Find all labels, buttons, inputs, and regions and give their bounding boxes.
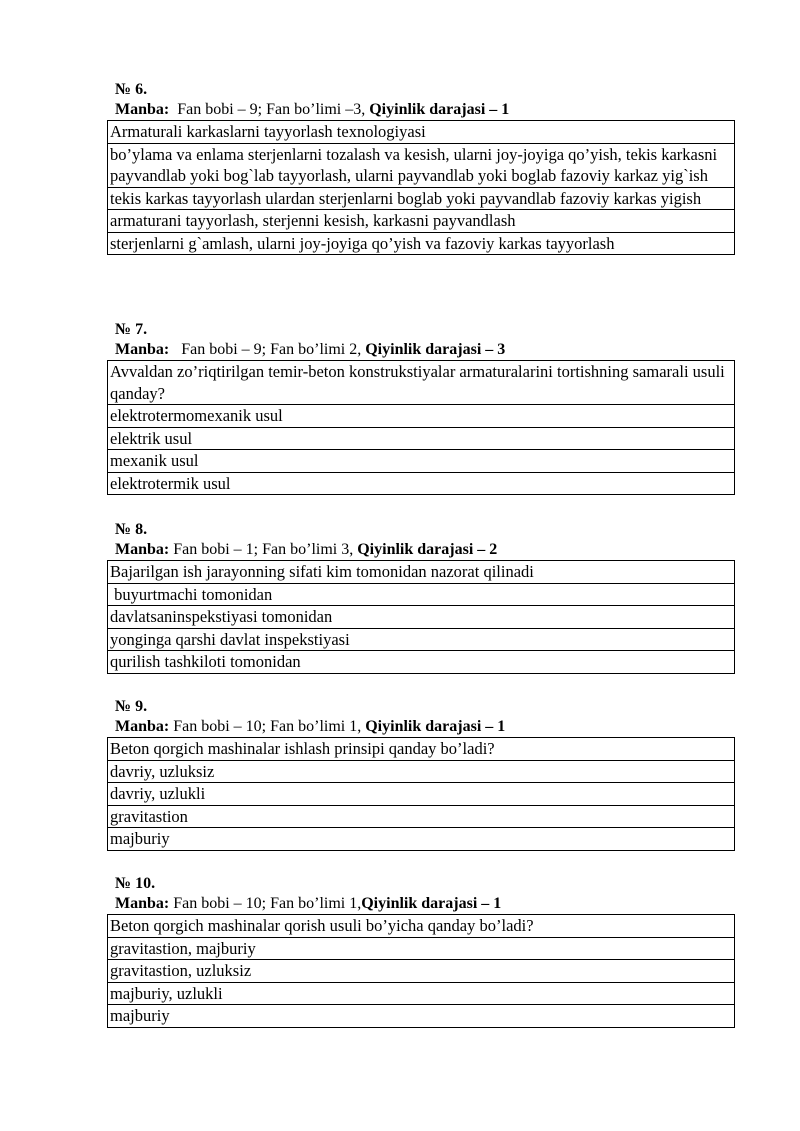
source-label: Manba: <box>115 101 170 118</box>
answer-row <box>108 143 735 187</box>
question-row <box>108 121 735 144</box>
answer-table <box>107 120 735 255</box>
question-source <box>115 894 735 914</box>
difficulty-level: Qiyinlik darajasi – 1 <box>365 718 506 735</box>
answer-row <box>108 937 735 960</box>
answer-row <box>108 628 735 651</box>
question-row <box>108 738 735 761</box>
answer-row <box>108 783 735 806</box>
answer-option: gravitastion, majburiy <box>108 937 735 960</box>
source-text: Fan bobi – 10; Fan bo’limi 1, <box>169 895 362 912</box>
answer-option: davlatsaninspekstiyasi tomonidan <box>108 606 735 629</box>
answer-table <box>107 914 735 1028</box>
question-block <box>107 874 735 1028</box>
question-row <box>108 915 735 938</box>
difficulty-level: Qiyinlik darajasi – 3 <box>365 341 506 358</box>
question-text: Beton qorgich mashinalar qorish usuli bo’yicha qanday bo’ladi? <box>108 915 735 938</box>
answer-option: davriy, uzluksiz <box>108 760 735 783</box>
answer-table <box>107 737 735 851</box>
answer-row <box>108 210 735 233</box>
question-text: Beton qorgich mashinalar ishlash prinsipi qanday bo’ladi? <box>108 738 735 761</box>
answer-option: yonginga qarshi davlat inspekstiyasi <box>108 628 735 651</box>
answer-option: buyurtmachi tomonidan <box>108 583 735 606</box>
answer-option: gravitastion <box>108 805 735 828</box>
question-row <box>108 561 735 584</box>
question-text: Armaturali karkaslarni tayyorlash texnologiyasi <box>108 121 735 144</box>
answer-row <box>108 606 735 629</box>
answer-row <box>108 828 735 851</box>
difficulty-level: Qiyinlik darajasi – 1 <box>369 101 510 118</box>
source-text: Fan bobi – 10; Fan bo’limi 1, <box>169 718 366 735</box>
source-text: Fan bobi – 9; Fan bo’limi 2, <box>169 341 366 358</box>
answer-row <box>108 651 735 674</box>
source-text: Fan bobi – 9; Fan bo’limi –3, <box>169 101 370 118</box>
question-text: Bajarilgan ish jarayonning sifati kim tomonidan nazorat qilinadi <box>108 561 735 584</box>
answer-option: elektrotermomexanik usul <box>108 405 735 428</box>
answer-row <box>108 187 735 210</box>
answer-row <box>108 1005 735 1028</box>
answer-row <box>108 450 735 473</box>
answer-option: sterjenlarni g`amlash, ularni joy-joyiga qo’yish va fazoviy karkas tayyorlash <box>108 232 735 255</box>
answer-option: majburiy <box>108 1005 735 1028</box>
answer-row <box>108 232 735 255</box>
answer-option: armaturani tayyorlash, sterjenni kesish, karkasni payvandlash <box>108 210 735 233</box>
question-text: Avvaldan zo’riqtirilgan temir-beton konstrukstiyalar armaturalarini tortishning samarali usuli qanday? <box>108 361 735 405</box>
answer-table <box>107 360 735 495</box>
question-block <box>107 520 735 674</box>
question-block <box>107 697 735 851</box>
answer-row <box>108 427 735 450</box>
difficulty-level: Qiyinlik darajasi – 2 <box>357 541 498 558</box>
question-source <box>115 340 735 360</box>
answer-option: majburiy <box>108 828 735 851</box>
answer-row <box>108 960 735 983</box>
answer-option: majburiy, uzlukli <box>108 982 735 1005</box>
answer-option: bo’ylama va enlama sterjenlarni tozalash va kesish, ularni joy-joyiga qo’yish, tekis karkasni payvandlab yoki bog`lab tayyorlash, ularni payvandlab yoki boglab fazoviy karkaz yig`ish <box>108 143 735 187</box>
source-label: Manba: <box>115 541 170 558</box>
answer-table <box>107 560 735 674</box>
answer-option: qurilish tashkiloti tomonidan <box>108 651 735 674</box>
question-number: № 10. <box>115 875 156 892</box>
source-label: Manba: <box>115 895 170 912</box>
question-source <box>115 100 735 120</box>
answer-row <box>108 472 735 495</box>
answer-option: tekis karkas tayyorlash ulardan sterjenlarni boglab yoki payvandlab fazoviy karkas yigish <box>108 187 735 210</box>
answer-option: gravitastion, uzluksiz <box>108 960 735 983</box>
question-number: № 8. <box>115 521 148 538</box>
answer-option: mexanik usul <box>108 450 735 473</box>
question-number: № 7. <box>115 321 148 338</box>
question-block <box>107 80 735 255</box>
answer-option: elektrotermik usul <box>108 472 735 495</box>
source-label: Manba: <box>115 341 170 358</box>
difficulty-level: Qiyinlik darajasi – 1 <box>361 895 502 912</box>
answer-row <box>108 405 735 428</box>
question-number: № 6. <box>115 81 148 98</box>
answer-row <box>108 583 735 606</box>
answer-row <box>108 805 735 828</box>
answer-option: elektrik usul <box>108 427 735 450</box>
source-label: Manba: <box>115 718 170 735</box>
answer-row <box>108 982 735 1005</box>
question-row <box>108 361 735 405</box>
question-source <box>115 540 735 560</box>
question-source <box>115 717 735 737</box>
answer-option: davriy, uzlukli <box>108 783 735 806</box>
question-block <box>107 320 735 495</box>
question-number: № 9. <box>115 698 148 715</box>
answer-row <box>108 760 735 783</box>
source-text: Fan bobi – 1; Fan bo’limi 3, <box>169 541 358 558</box>
